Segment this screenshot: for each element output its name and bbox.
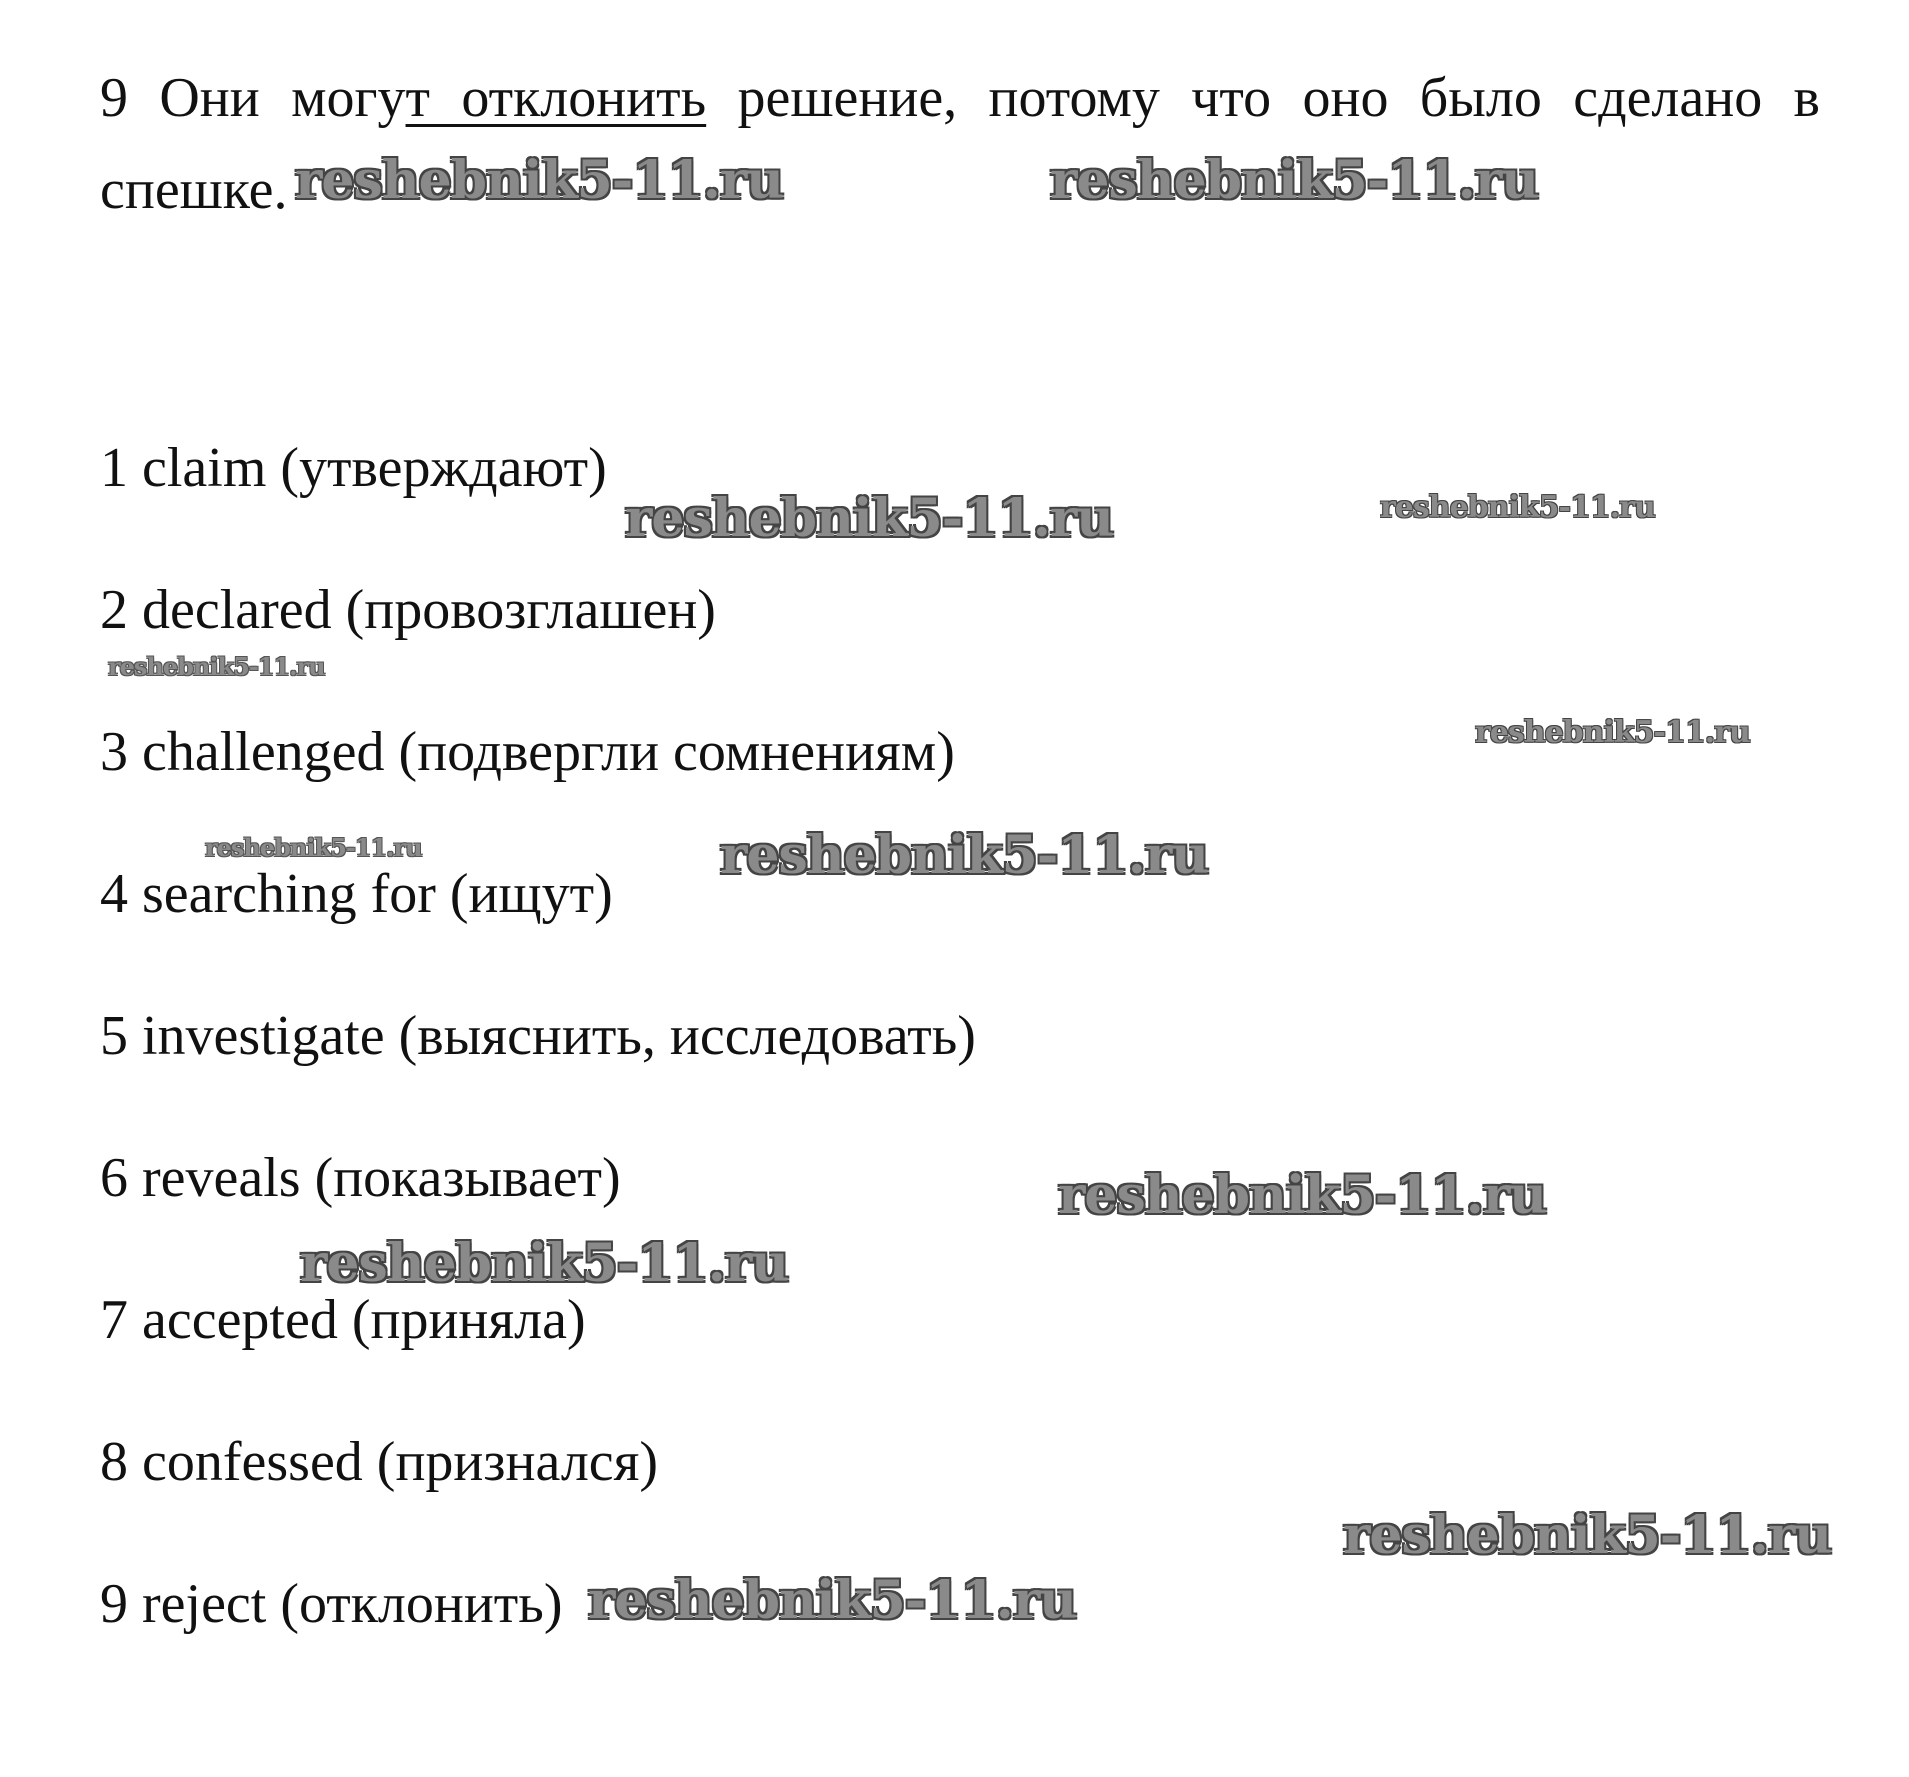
- watermark: reshebnik5-11.ru: [1058, 1165, 1547, 1226]
- watermark: reshebnik5-11.ru: [588, 1570, 1077, 1631]
- watermark: reshebnik5-11.ru: [300, 1233, 789, 1294]
- answer-3: 3 challenged (подвергли сомнениям): [100, 721, 955, 783]
- sentence-end: решение, потому что оно было сделано в спешке.: [100, 67, 1820, 221]
- answer-7: 7 accepted (приняла): [100, 1289, 586, 1351]
- watermark: reshebnik5-11.ru: [295, 150, 784, 211]
- watermark: reshebnik5-11.ru: [1475, 715, 1750, 750]
- watermark: reshebnik5-11.ru: [1050, 150, 1539, 211]
- sentence-underlined: т отклонить: [405, 67, 707, 129]
- watermark: reshebnik5-11.ru: [720, 825, 1209, 886]
- watermark: reshebnik5-11.ru: [108, 652, 325, 681]
- answer-1: 1 claim (утверждают): [100, 437, 607, 499]
- answer-2: 2 declared (провозглашен): [100, 579, 716, 641]
- answer-6: 6 reveals (показывает): [100, 1147, 621, 1209]
- answer-5: 5 investigate (выяснить, исследовать): [100, 1005, 976, 1067]
- watermark: reshebnik5-11.ru: [625, 488, 1114, 549]
- answer-8: 8 confessed (признался): [100, 1431, 659, 1493]
- answer-4: 4 searching for (ищут): [100, 863, 613, 925]
- watermark: reshebnik5-11.ru: [1380, 490, 1655, 525]
- answer-9: 9 reject (отклонить): [100, 1573, 563, 1635]
- sentence-start: 9 Они могу: [100, 67, 406, 129]
- watermark: reshebnik5-11.ru: [1343, 1505, 1832, 1566]
- watermark: reshebnik5-11.ru: [205, 833, 422, 862]
